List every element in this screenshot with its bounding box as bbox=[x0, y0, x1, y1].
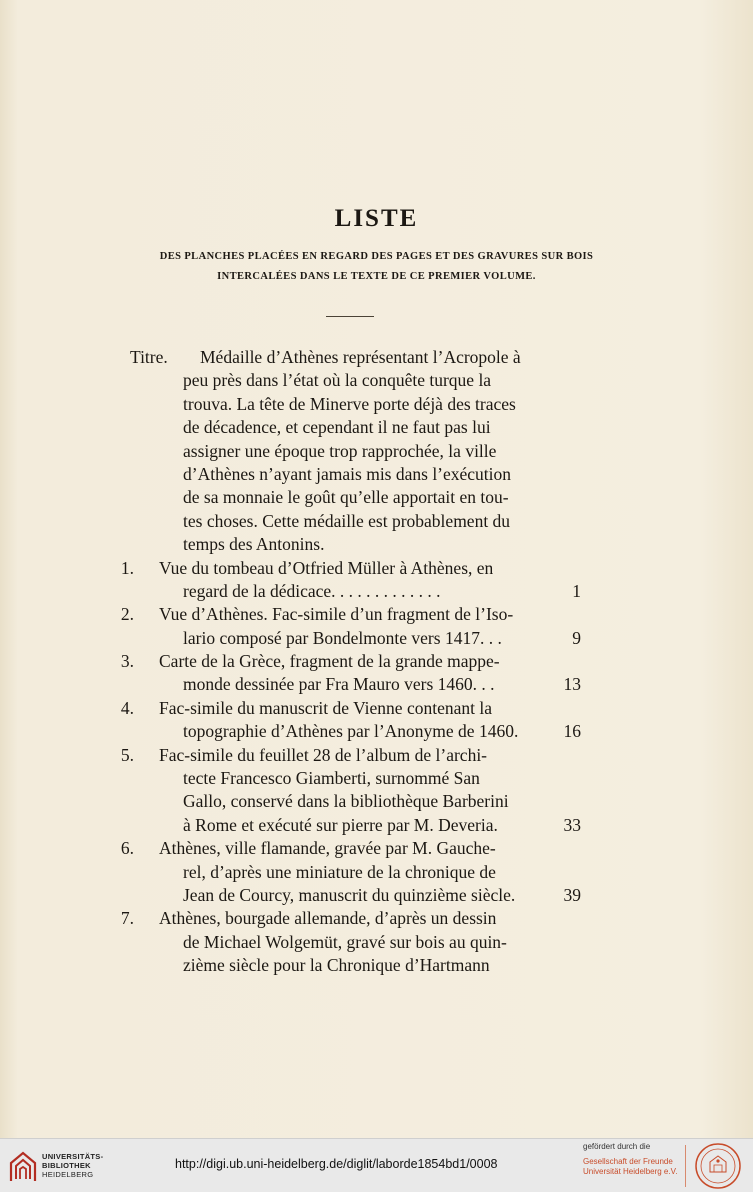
list-line bbox=[100, 603, 600, 626]
entry-text: à Rome et exécuté sur pierre par M. Deveria. bbox=[183, 814, 498, 835]
entry-page-number: 16 bbox=[563, 721, 581, 742]
entry-number: 7. bbox=[120, 908, 134, 929]
list-line bbox=[100, 861, 600, 884]
list-line bbox=[100, 627, 600, 650]
entry-text: de Michael Wolgemüt, gravé sur bois au quin- bbox=[183, 931, 507, 952]
entry-text: tecte Francesco Giamberti, surnommé San bbox=[183, 768, 480, 789]
list-line bbox=[100, 931, 600, 954]
entry-text: d’Athènes n’ayant jamais mis dans l’exécution bbox=[183, 463, 512, 484]
entry-text: Jean de Courcy, manuscrit du quinzième siècle. bbox=[183, 884, 516, 905]
sponsor-label: gefördert durch die bbox=[583, 1142, 651, 1151]
list-line bbox=[100, 346, 600, 369]
university-seal-icon bbox=[694, 1142, 742, 1190]
entry-text: zième siècle pour la Chronique d’Hartmann bbox=[183, 955, 490, 976]
entry-text: topographie d’Athènes par l’Anonyme de 1460. bbox=[183, 721, 519, 742]
entry-text: Carte de la Grèce, fragment de la grande mappe- bbox=[159, 651, 500, 672]
list-line bbox=[100, 463, 600, 486]
footer-bar bbox=[0, 1138, 753, 1192]
list-line bbox=[100, 557, 600, 580]
entry-number: 2. bbox=[120, 604, 134, 625]
entry-text: de sa monnaie le goût qu’elle apportait en tou- bbox=[183, 487, 509, 508]
entry-text: monde dessinée par Fra Mauro vers 1460. . . bbox=[183, 674, 495, 695]
plate-list bbox=[100, 346, 600, 978]
entry-text: Athènes, ville flamande, gravée par M. Gauche- bbox=[159, 838, 496, 859]
list-line bbox=[100, 907, 600, 930]
list-line bbox=[100, 486, 600, 509]
list-line bbox=[100, 440, 600, 463]
entry-text: Médaille d’Athènes représentant l’Acropole à bbox=[200, 347, 521, 367]
sponsor-name: Gesellschaft der Freunde Universität Heidelberg e.V. bbox=[583, 1157, 678, 1176]
list-line bbox=[100, 533, 600, 556]
entry-text: Vue du tombeau d’Otfried Müller à Athènes, en bbox=[159, 557, 494, 578]
entry-text: trouva. La tête de Minerve porte déjà des traces bbox=[183, 393, 516, 414]
entry-text: assigner une époque trop rapprochée, la ville bbox=[183, 440, 497, 461]
list-line bbox=[100, 720, 600, 743]
entry-number: Titre. bbox=[130, 347, 168, 367]
entry-number: 6. bbox=[120, 838, 134, 859]
list-line bbox=[100, 369, 600, 392]
list-line bbox=[100, 580, 600, 603]
list-line bbox=[100, 790, 600, 813]
divider-rule bbox=[326, 316, 374, 317]
entry-text: Vue d’Athènes. Fac-simile d’un fragment de l’Iso- bbox=[159, 604, 514, 625]
entry-page-number: 13 bbox=[563, 674, 581, 695]
entry-text: peu près dans l’état où la conquête turque la bbox=[183, 370, 492, 391]
list-line bbox=[100, 837, 600, 860]
entry-page-number: 1 bbox=[572, 580, 581, 601]
subtitle-line-2: INTERCALÉES DANS LE TEXTE DE CE PREMIER VOLUME. bbox=[217, 271, 536, 282]
entry-number: 5. bbox=[120, 744, 134, 765]
list-line bbox=[100, 673, 600, 696]
list-line bbox=[100, 393, 600, 416]
entry-text: Fac-simile du manuscrit de Vienne contenant la bbox=[159, 697, 492, 718]
sponsor-divider bbox=[685, 1145, 686, 1187]
entry-page-number: 33 bbox=[563, 814, 581, 835]
list-line bbox=[100, 650, 600, 673]
permalink-url[interactable]: http://digi.ub.uni-heidelberg.de/diglit/laborde1854bd1/0008 bbox=[175, 1157, 498, 1171]
library-logo-icon bbox=[9, 1149, 37, 1183]
library-name: UNIVERSITÄTS- BIBLIOTHEK HEIDELBERG bbox=[42, 1152, 104, 1179]
entry-text: Fac-simile du feuillet 28 de l’album de l’archi- bbox=[159, 744, 488, 765]
entry-text: lario composé par Bondelmonte vers 1417. . . bbox=[183, 627, 502, 648]
entry-number: 1. bbox=[120, 557, 134, 578]
entry-text: de décadence, et cependant il ne faut pas lui bbox=[183, 417, 491, 438]
list-line bbox=[100, 744, 600, 767]
entry-page-number: 9 bbox=[572, 627, 581, 648]
list-line bbox=[100, 767, 600, 790]
list-line bbox=[100, 884, 600, 907]
entry-text: Gallo, conservé dans la bibliothèque Barberini bbox=[183, 791, 509, 812]
list-line bbox=[100, 814, 600, 837]
entry-number: 4. bbox=[120, 697, 134, 718]
page-title: LISTE bbox=[334, 205, 419, 232]
entry-text: temps des Antonins. bbox=[183, 534, 325, 555]
list-line bbox=[100, 510, 600, 533]
entry-text: tes choses. Cette médaille est probablement du bbox=[183, 510, 511, 531]
entry-text: rel, d’après une miniature de la chronique de bbox=[183, 861, 496, 882]
subtitle-line-1: DES PLANCHES PLACÉES EN REGARD DES PAGES ET DES GRAVURES SUR BOIS bbox=[159, 251, 594, 262]
list-line bbox=[100, 954, 600, 977]
entry-number: 3. bbox=[120, 651, 134, 672]
entry-text: Athènes, bourgade allemande, d’après un dessin bbox=[159, 908, 497, 929]
list-line bbox=[100, 697, 600, 720]
list-line bbox=[100, 416, 600, 439]
entry-text: regard de la dédicace. . . . . . . . . . . . . bbox=[183, 580, 441, 601]
entry-page-number: 39 bbox=[563, 884, 581, 905]
